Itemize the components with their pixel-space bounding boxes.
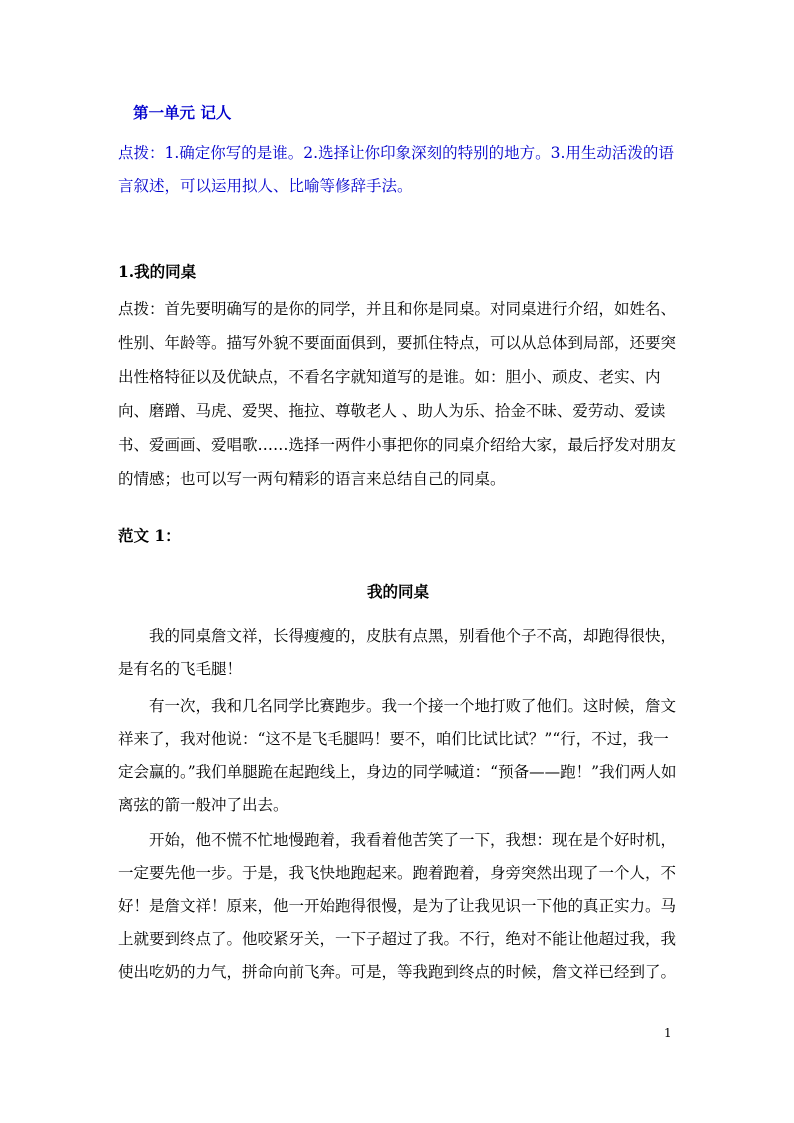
section-title: 1.我的同桌 bbox=[118, 262, 197, 281]
sample-essay-label: 范文 1： bbox=[118, 526, 181, 545]
essay-paragraph: 开始，他不慌不忙地慢跑着，我看着他苦笑了一下，我想：现在是个好时机，一定要先他一步。于是，我飞快地跑起来。跑着跑着，身旁突然出现了一个人，不好！是詹文祥！原来，他一开始跑得很慢，是为了让我见识一下他的真正实力。马上就要到终点了。他咬紧牙关，一下子超过了我。不行，绝对不能让他超过我，我使出吃奶的力气，拼命向前飞奔。可是，等我跑到终点的时候，詹文祥已经到了。 bbox=[118, 831, 677, 981]
page-number: 1 bbox=[664, 1026, 672, 1040]
unit-title: 第一单元 记人 bbox=[133, 103, 232, 122]
section-tip: 点拨：首先要明确写的是你的同学，并且和你是同桌。对同桌进行介绍，如姓名、性别、年龄等。描写外貌不要面面俱到，要抓住特点，可以从总体到局部，还要突出性格特征以及优缺点，不看名字就知道写的是谁。如：胆小、顽皮、老实、内向、磨蹭、马虎、爱哭、拖拉、尊敬老人 、助人为乐、拾金不昧、爱劳动、爱读书、爱画画、爱唱歌……选择一两件小事把你的同桌介绍给大家，最后抒发对朋友的情感；也可以写一两句精彩的语言来总结自己的同桌。 bbox=[118, 300, 677, 488]
unit-tip: 点拨：1.确定你写的是谁。2.选择让你印象深刻的特别的地方。3.用生动活泼的语言叙述，可以运用拟人、比喻等修辞手法。 bbox=[118, 144, 674, 195]
essay-title: 我的同桌 bbox=[366, 582, 429, 601]
essay-paragraph: 我的同桌詹文祥，长得瘦瘦的，皮肤有点黑，别看他个子不高，却跑得很快，是有名的飞毛腿！ bbox=[118, 627, 677, 678]
essay-paragraph: 有一次，我和几名同学比赛跑步。我一个接一个地打败了他们。这时候，詹文祥来了，我对他说：“这不是飞毛腿吗！要不，咱们比试比试？”“行，不过，我一定会赢的。”我们单腿跪在起跑线上，身边的同学喊道：“预备——跑！”我们两人如离弦的箭一般冲了出去。 bbox=[118, 697, 677, 814]
